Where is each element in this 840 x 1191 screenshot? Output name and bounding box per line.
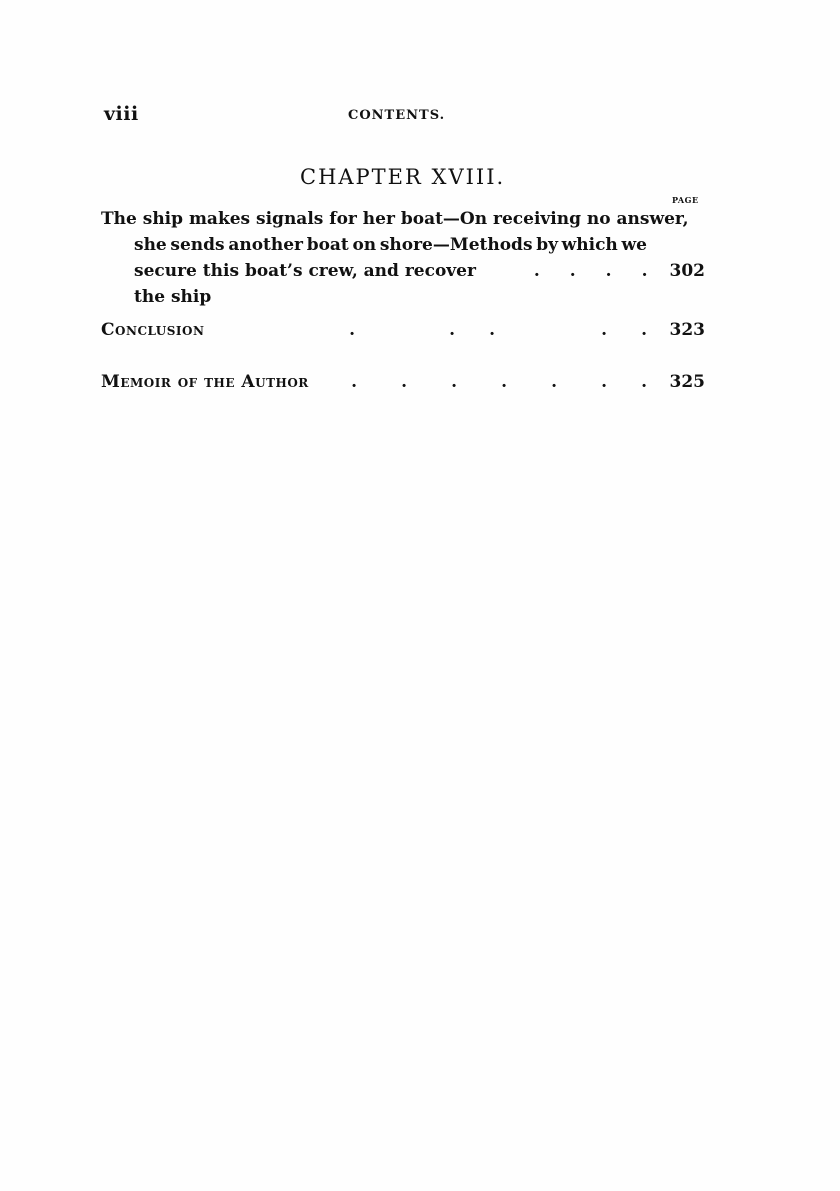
page-reference: 323 xyxy=(669,320,705,340)
summary-line-1: The ship makes signals for her boat—On receiving no answer, xyxy=(101,209,689,229)
chapter-heading: CHAPTER XVIII. xyxy=(300,165,506,189)
page-reference: 325 xyxy=(669,372,705,392)
summary-line-2: she sends another boat on shore—Methods by which we xyxy=(134,235,647,255)
dot-leader: . . . . . . . xyxy=(351,372,647,392)
toc-entry-title: Conclusion xyxy=(101,320,205,340)
dot-leader: . . . . . xyxy=(349,320,647,340)
chapter-summary xyxy=(101,206,705,310)
page-number: viii xyxy=(104,103,139,125)
toc-entry-title: Memoir of the Author xyxy=(101,372,309,392)
page-column-label: PAGE xyxy=(672,195,699,205)
dot-leader: . . . . xyxy=(533,261,648,281)
page-header xyxy=(100,103,705,127)
summary-line-3 xyxy=(101,258,705,310)
toc-entry-conclusion xyxy=(101,320,705,340)
summary-line-3-text: secure this boat’s crew, and recover the ship xyxy=(134,261,476,307)
page-reference: 302 xyxy=(669,261,705,281)
toc-entry-memoir xyxy=(101,372,705,392)
running-head: CONTENTS. xyxy=(348,108,446,123)
